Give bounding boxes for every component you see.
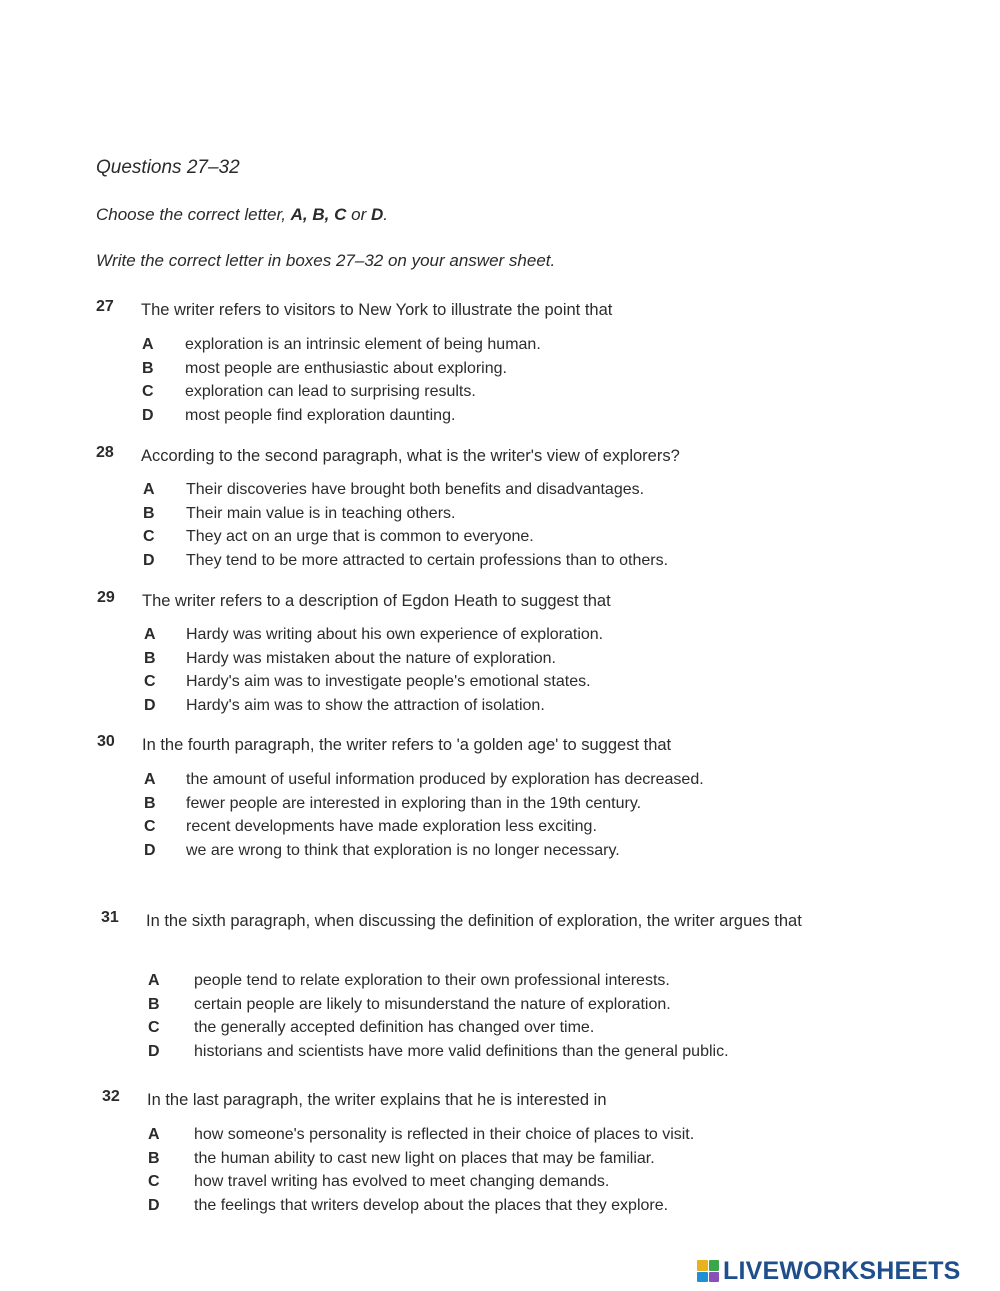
option-text: the generally accepted definition has changed over time. <box>194 1019 595 1036</box>
option-letter: C <box>148 1019 160 1036</box>
option-text: most people find exploration daunting. <box>185 406 456 424</box>
option-letter: A <box>148 1126 160 1143</box>
question-number: 31 <box>101 909 119 926</box>
option-letter: B <box>143 504 155 522</box>
logo-square <box>697 1272 708 1283</box>
option-letter: C <box>142 383 154 400</box>
option-letter: B <box>148 1149 160 1167</box>
option-text: recent developments have made exploration less exciting. <box>186 818 597 835</box>
instruction-last-letter: D <box>370 205 384 224</box>
option-letter: C <box>143 528 155 545</box>
option-letter: B <box>144 794 156 812</box>
question-number: 29 <box>97 589 115 606</box>
option-text: the amount of useful information produced by exploration has decreased. <box>186 771 704 788</box>
option-letter: C <box>148 1173 160 1190</box>
question-stem: In the sixth paragraph, when discussing the definition of exploration, the writer argues that <box>146 912 802 930</box>
option-text: exploration is an intrinsic element of being human. <box>185 336 541 353</box>
option-text: the feelings that writers develop about the places that they explore. <box>194 1196 669 1214</box>
question-stem: The writer refers to a description of Egdon Heath to suggest that <box>142 592 611 610</box>
option-letter: B <box>142 359 154 377</box>
question-stem: In the fourth paragraph, the writer refers to 'a golden age' to suggest that <box>142 736 672 754</box>
option-letter: A <box>148 972 160 989</box>
option-letter: A <box>142 336 154 353</box>
option-text: Hardy's aim was to investigate people's emotional states. <box>186 673 591 690</box>
option-text: Hardy was writing about his own experience of exploration. <box>186 626 604 643</box>
instruction-letters: A, B, C <box>290 205 347 224</box>
liveworksheets-logo-icon <box>697 1260 719 1282</box>
option-letter: A <box>143 481 155 498</box>
logo-text: LIVEWORKSHEETS <box>723 1256 961 1285</box>
option-letter: A <box>144 771 156 788</box>
option-letter: D <box>143 551 155 569</box>
option-text: we are wrong to think that exploration is no longer necessary. <box>186 841 620 859</box>
question-number: 28 <box>96 444 114 461</box>
instruction-text: Choose the correct letter, <box>96 205 291 224</box>
question-number: 32 <box>102 1088 120 1105</box>
option-text: Their main value is in teaching others. <box>186 504 456 522</box>
instruction-or: or <box>346 205 371 224</box>
option-text: Their discoveries have brought both benefits and disadvantages. <box>186 481 645 498</box>
option-letter: B <box>144 649 156 667</box>
option-letter: D <box>148 1196 160 1214</box>
instruction-end: . <box>383 205 388 224</box>
liveworksheets-logo[interactable] <box>697 1257 961 1285</box>
option-letter: D <box>144 841 156 859</box>
option-letter: C <box>144 818 156 835</box>
option-letter: B <box>148 995 160 1013</box>
option-letter: D <box>142 406 154 424</box>
option-text: certain people are likely to misunderstand the nature of exploration. <box>194 995 671 1013</box>
question-stem: In the last paragraph, the writer explains that he is interested in <box>147 1091 607 1109</box>
question-stem: The writer refers to visitors to New York to illustrate the point that <box>141 301 613 319</box>
option-text: most people are enthusiastic about exploring. <box>185 359 507 377</box>
option-letter: A <box>144 626 156 643</box>
option-text: historians and scientists have more valid definitions than the general public. <box>194 1042 729 1060</box>
option-text: Hardy was mistaken about the nature of exploration. <box>186 649 556 667</box>
option-letter: D <box>144 696 156 714</box>
logo-square <box>709 1272 720 1283</box>
instruction-write: Write the correct letter in boxes 27–32 on your answer sheet. <box>96 251 556 270</box>
option-text: people tend to relate exploration to their own professional interests. <box>194 972 670 989</box>
section-title: Questions 27–32 <box>96 157 240 178</box>
option-text: They tend to be more attracted to certain professions than to others. <box>186 551 669 569</box>
question-number: 27 <box>96 298 114 315</box>
instruction-choose <box>96 205 388 225</box>
question-number: 30 <box>97 733 115 750</box>
option-text: They act on an urge that is common to everyone. <box>186 528 534 545</box>
option-letter: D <box>148 1042 160 1060</box>
question-stem: According to the second paragraph, what is the writer's view of explorers? <box>141 447 680 465</box>
option-text: Hardy's aim was to show the attraction of isolation. <box>186 696 545 714</box>
option-text: fewer people are interested in exploring than in the 19th century. <box>186 794 642 812</box>
option-text: how travel writing has evolved to meet changing demands. <box>194 1173 610 1190</box>
option-letter: C <box>144 673 156 690</box>
logo-square <box>709 1260 720 1271</box>
logo-square <box>697 1260 708 1271</box>
option-text: exploration can lead to surprising results. <box>185 383 476 400</box>
option-text: how someone's personality is reflected in their choice of places to visit. <box>194 1126 695 1143</box>
option-text: the human ability to cast new light on places that may be familiar. <box>194 1149 655 1167</box>
